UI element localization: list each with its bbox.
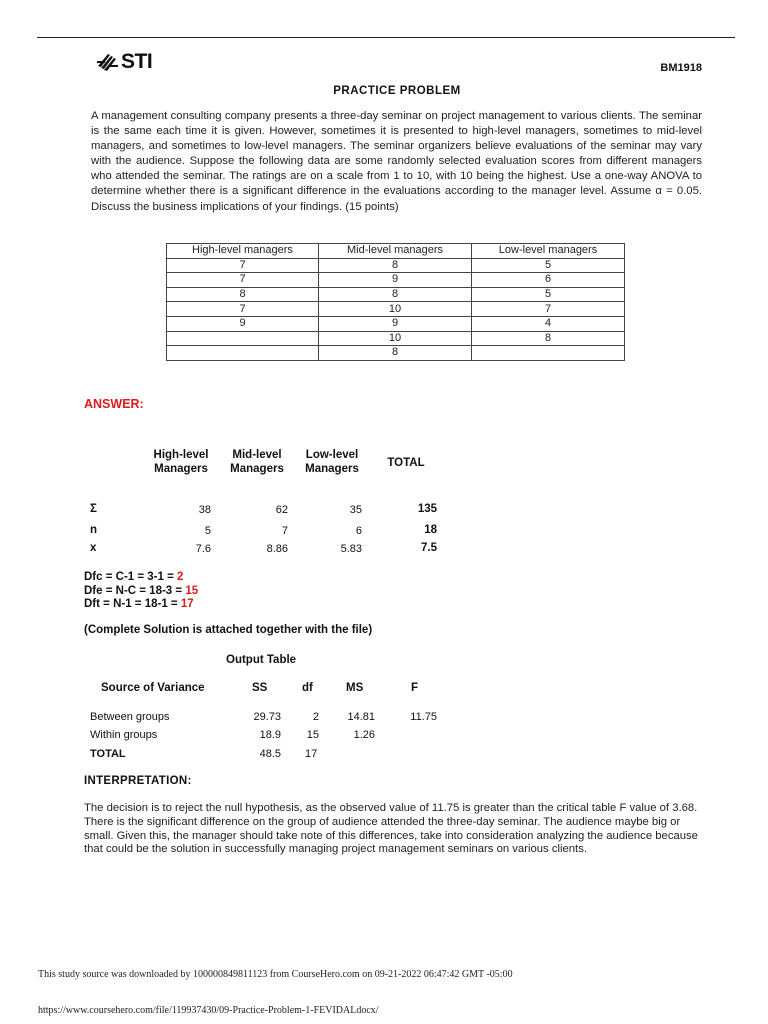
summary-sum-low: 35 bbox=[349, 504, 362, 516]
course-code: BM1918 bbox=[660, 62, 702, 74]
interpretation-heading: INTERPRETATION: bbox=[84, 775, 192, 787]
dfc-line bbox=[84, 571, 183, 583]
table-cell: 8 bbox=[167, 287, 319, 302]
dft-line bbox=[84, 598, 194, 610]
summary-sum-high: 38 bbox=[198, 504, 211, 516]
table-cell: 8 bbox=[472, 331, 625, 346]
output-row-source: Within groups bbox=[90, 729, 158, 741]
solution-note: (Complete Solution is attached together with the file) bbox=[84, 624, 373, 636]
table-cell: 7 bbox=[167, 258, 319, 273]
top-rule bbox=[37, 37, 735, 38]
summary-header-high-line2: Managers bbox=[154, 463, 208, 475]
table-cell: 9 bbox=[167, 316, 319, 331]
table-row bbox=[167, 316, 625, 331]
table-cell: 10 bbox=[319, 331, 472, 346]
logo-mark-icon bbox=[96, 52, 120, 72]
table-cell: 8 bbox=[319, 346, 472, 361]
summary-mean-mid: 8.86 bbox=[266, 543, 288, 555]
table-cell: 7 bbox=[472, 302, 625, 317]
table-cell bbox=[167, 346, 319, 361]
table-cell: 5 bbox=[472, 258, 625, 273]
table-cell bbox=[472, 346, 625, 361]
table-header-row bbox=[167, 244, 625, 259]
header-mid-level: Mid-level managers bbox=[319, 244, 472, 259]
source-url: https://www.coursehero.com/file/119937430/09-Practice-Problem-1-FEVIDALdocx/ bbox=[38, 1005, 379, 1016]
summary-header-low-line2: Managers bbox=[305, 463, 359, 475]
output-row-ss: 18.9 bbox=[259, 729, 281, 741]
summary-row-label-sum: Σ bbox=[90, 503, 97, 515]
summary-header-total: TOTAL bbox=[387, 457, 425, 469]
output-header-ms: MS bbox=[346, 682, 364, 694]
dfc-expression: Dfc = C-1 = 3-1 = bbox=[84, 571, 177, 583]
summary-n-high: 5 bbox=[204, 525, 211, 537]
output-row-df: 15 bbox=[306, 729, 319, 741]
interpretation-text: The decision is to reject the null hypothesis, as the observed value of 11.75 is greater than the critical table F value of 3.68. There is the significant difference on the group of audience attended the three-day seminar. The audience maybe big or small. Given this, the manager should take note of this differences, take into consideration analyzing the audience because that could be the solution in successfully managing project management seminars on various clients. bbox=[84, 802, 698, 856]
output-header-f: F bbox=[411, 682, 419, 694]
table-cell: 4 bbox=[472, 316, 625, 331]
table-cell: 10 bbox=[319, 302, 472, 317]
summary-mean-high: 7.6 bbox=[195, 543, 211, 555]
summary-sum-mid: 62 bbox=[275, 504, 288, 516]
answer-label: ANSWER: bbox=[84, 397, 144, 411]
header-high-level: High-level managers bbox=[167, 244, 319, 259]
output-header-df: df bbox=[302, 682, 313, 694]
output-row-source: Between groups bbox=[90, 711, 170, 723]
summary-header-high bbox=[142, 448, 220, 476]
table-row bbox=[167, 302, 625, 317]
summary-mean-total: 7.5 bbox=[421, 542, 437, 554]
table-cell: 8 bbox=[319, 287, 472, 302]
table-cell: 5 bbox=[472, 287, 625, 302]
output-table-title: Output Table bbox=[226, 654, 297, 666]
summary-n-low: 6 bbox=[355, 525, 362, 537]
summary-header-low bbox=[293, 448, 371, 476]
logo-text: STI bbox=[121, 50, 153, 73]
table-cell: 9 bbox=[319, 316, 472, 331]
problem-statement: A management consulting company presents a three-day seminar on project management to various clients. The seminar is the same each time it is given. However, sometimes it is presented to high-level managers, sometimes to mid-level managers, and sometimes to low-level managers. The seminar organizers believe evaluations of the seminar may vary with the audience. Suppose the following data are some randomly selected evaluation scores from different managers who attended the seminar. The ratings are on a scale from 1 to 10, with 10 being the highest. Use a one-way ANOVA to determine whether there is a significant difference in the evaluations according to the manager level. Assume α = 0.05. Discuss the business implications of your findings. (15 points) bbox=[91, 110, 702, 213]
dfe-line bbox=[84, 585, 198, 597]
output-row-ms: 14.81 bbox=[347, 711, 375, 723]
scores-table bbox=[166, 243, 625, 361]
table-row bbox=[167, 273, 625, 288]
table-row bbox=[167, 346, 625, 361]
output-header-ss: SS bbox=[252, 682, 268, 694]
table-cell: 9 bbox=[319, 273, 472, 288]
summary-header-mid-line1: Mid-level bbox=[232, 449, 282, 461]
summary-row-label-n: n bbox=[90, 524, 98, 536]
table-cell: 7 bbox=[167, 273, 319, 288]
download-notice: This study source was downloaded by 100000849811123 from CourseHero.com on 09-21-2022 06:47:42 GMT -05:00 bbox=[38, 969, 513, 980]
summary-header-low-line1: Low-level bbox=[305, 449, 359, 461]
table-row bbox=[167, 331, 625, 346]
summary-row-label-mean: x bbox=[90, 542, 97, 554]
summary-n-mid: 7 bbox=[281, 525, 288, 537]
summary-mean-low: 5.83 bbox=[340, 543, 362, 555]
sti-logo bbox=[96, 50, 152, 74]
summary-sum-total: 135 bbox=[417, 503, 437, 515]
dft-value: 17 bbox=[180, 598, 194, 610]
dfe-value: 15 bbox=[185, 585, 199, 597]
dft-expression: Dft = N-1 = 18-1 = bbox=[84, 598, 181, 610]
output-header-source: Source of Variance bbox=[101, 682, 205, 694]
output-row-df: 2 bbox=[312, 711, 319, 723]
summary-header-high-line1: High-level bbox=[153, 449, 209, 461]
table-cell: 8 bbox=[319, 258, 472, 273]
dfc-value: 2 bbox=[177, 571, 184, 583]
header-low-level: Low-level managers bbox=[472, 244, 625, 259]
page-title: PRACTICE PROBLEM bbox=[333, 85, 461, 97]
output-row-df: 17 bbox=[305, 748, 318, 760]
summary-header-mid-line2: Managers bbox=[230, 463, 284, 475]
output-row-ss: 29.73 bbox=[253, 711, 281, 723]
dfe-expression: Dfe = N-C = 18-3 = bbox=[84, 585, 186, 597]
output-row-f: 11.75 bbox=[410, 711, 437, 723]
summary-header-mid bbox=[218, 448, 296, 476]
summary-n-total: 18 bbox=[424, 524, 437, 536]
table-row bbox=[167, 287, 625, 302]
table-cell bbox=[167, 331, 319, 346]
output-row-ss: 48.5 bbox=[259, 748, 281, 760]
table-cell: 7 bbox=[167, 302, 319, 317]
output-row-source-total: TOTAL bbox=[90, 748, 126, 760]
table-cell: 6 bbox=[472, 273, 625, 288]
output-row-ms: 1.26 bbox=[353, 729, 375, 741]
table-row bbox=[167, 258, 625, 273]
